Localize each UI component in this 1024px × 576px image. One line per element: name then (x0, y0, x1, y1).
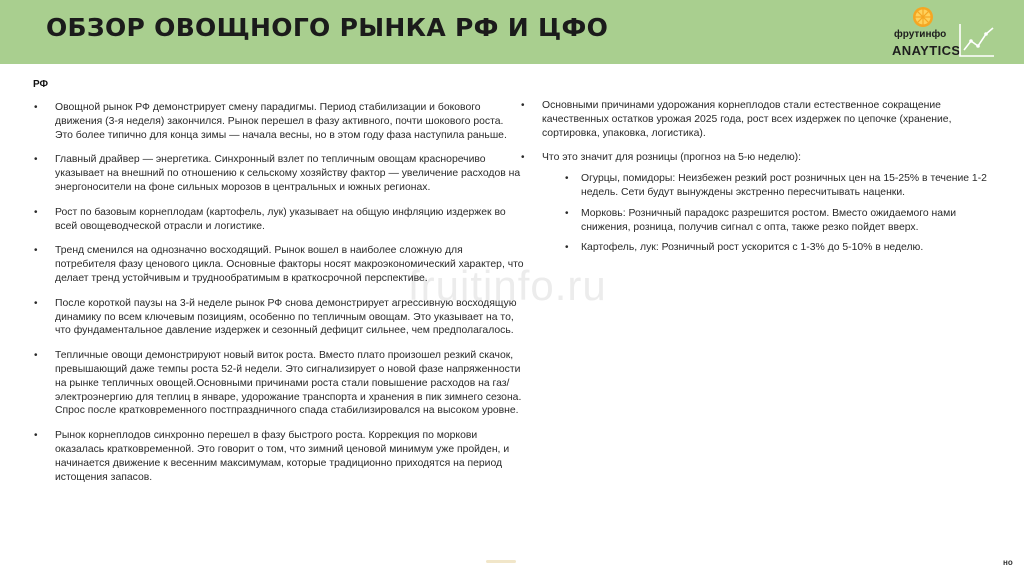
bullet-item: • Рынок корнеплодов синхронно перешел в фазу быстрого роста. Коррекция по моркови оказалась кратковременной. Это говорит о том, что зимний ценовой минимум уже пройден, и начинается движение к весенним максимумам, которые традиционно приходятся на период истощения запасов. (34, 429, 524, 484)
bullet-text: Основными причинами удорожания корнеплодов стали естественное сокращение качественных остатков урожая 2025 года, рост всех издержек по цепочке (хранение, сортировка, упаковка, логистика). (542, 100, 952, 139)
sub-bullet-item: • Картофель, лук: Розничный рост ускорится с 1-3% до 5-10% в неделю. (542, 241, 1005, 255)
watermark: fruitinfo.ru (408, 262, 607, 309)
page-number: но (1003, 558, 1013, 567)
right-column (521, 99, 1005, 266)
bullet-item: • Тепличные овощи демонстрируют новый виток роста. Вместо плато произошел резкий скачок, превышающий даже темпы роста 52-й недели. Это сигнализирует о новой фазе напряженности на рынке тепличных овощей.Основными причинами роста стали повышение расходов на газ/электроэнергию для теплиц в январе, удорожание транспорта и хранения в пик зимнего сезона. Спрос после кратковременного постпраздничного спада стабилизировался на высоком уровне. (34, 349, 524, 418)
bullet-item (521, 99, 1005, 140)
bullet-item: • Главный драйвер — энергетика. Синхронный взлет по тепличным овощам красноречиво указывает на внешний по отношению к сельскому хозяйству фактор — увеличение расходов на энергоносители на фоне сильных морозов в центральных и южных регионах. (34, 153, 524, 194)
chart-growth-icon (958, 22, 996, 58)
citrus-slice-icon (912, 6, 934, 28)
left-column (34, 101, 524, 495)
logo (888, 6, 1000, 60)
section-label-rf: РФ (33, 79, 49, 90)
sub-bullet-item: • Огурцы, помидоры: Неизбежен резкий рост розничных цен на 15-25% в течение 1-2 недель. Сети будут вынуждены экстренно пересчитывать наценки. (542, 172, 1005, 200)
header-bar (0, 0, 1024, 64)
bullet-item: • Овощной рынок РФ демонстрирует смену парадигмы. Период стабилизации и бокового движения (3-я неделя) закончился. Рынок перешел в фазу активного, почти шокового роста. Это более типично для конца зимы — начала весны, но в этом году фаза наступила раньше. (34, 101, 524, 142)
sub-bullet-item: • Морковь: Розничный парадокс разрешится ростом. Вместо ожидаемого нами снижения, розница, получив сигнал с опта, также резко пойдет вверх. (542, 207, 1005, 235)
sub-list (542, 172, 1005, 255)
page-title: ОБЗОР ОВОЩНОГО РЫНКА РФ И ЦФО (46, 13, 609, 42)
logo-name: ANAYTICS (892, 43, 961, 58)
footer-decoration (486, 560, 516, 563)
bullet-item: • После короткой паузы на 3-й неделе рынок РФ снова демонстрирует агрессивную восходящую динамику по всем ключевым позициям, особенно по тепличным овощам. Это указывает на то, что фундаментальное давление издержек и сезонный дефицит сильнее, чем предполагалось. (34, 297, 524, 338)
bullet-text: Что это значит для розницы (прогноз на 5-ю неделю): (542, 152, 802, 164)
logo-brand: фрутинфо (894, 29, 947, 40)
bullet-item: • Тренд сменился на однозначно восходящий. Рынок вошел в наиболее сложную для потребителя фазу ценового цикла. Основные факторы носят макроэкономический характер, что делает тренд устойчивым и труднообратимым в краткосрочной перспективе. (34, 244, 524, 285)
bullet-item: • Рост по базовым корнеплодам (картофель, лук) указывает на общую инфляцию издержек во всей овощеводческой отрасли и логистике. (34, 206, 524, 234)
bullet-item (521, 151, 1005, 255)
